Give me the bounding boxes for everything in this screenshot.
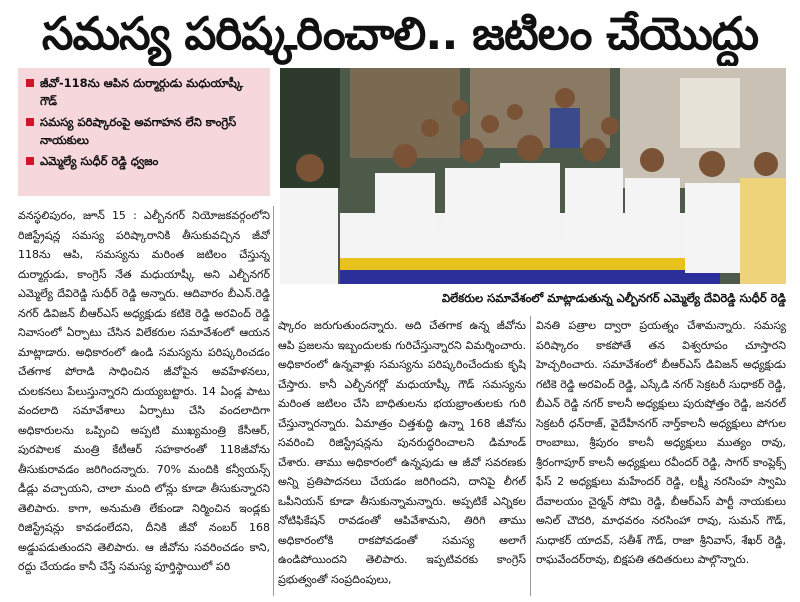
article-text: వనస్థలిపురం, జూన్ 15 : ఎల్బీనగర్ నియోజకవర్గంలోని రిజిస్ట్రేషన్ల సమస్య పరిష్కారానికి తీసుకువచ్చిన జీవో 118ను ఆపి, సమస్యను మరింత జటిలం చేస్తున్న దుర్మార్గుడు, కాంగ్రెస్ నేత మధుయాష్కీ అని ఎల్బీనగర్ ఎమ్మెల్యే దేవిరెడ్డి సుధీర్ రెడ్డి అన్నారు. ఆదివారం బీఎన్.రెడ్డి నగర్ డివిజన్ బీఆర్ఎస్ అధ్యక్షుడు కటికె రెడ్డి అరవింద్ రెడ్డి నివాసంలో ఏర్పాటు చేసిన విలేకరుల సమావేశంలో ఆయన మాట్లాడారు. అధికారంలో ఉండి సమస్యను పరిష్కరించడం చేతగాక పోరాడి సాధించిన జీవోపైన అవహేళనలు, చులకనలు పేలుస్తున్నారని దుయ్యబట్టారు. 14 ఏండ్ల పాటు వందలాది సమావేశాలు ఏర్పాటు చేసి వందలాదిగా అధికారులను ఒప్పించి అప్పటి ముఖ్యమంత్రి కేసీఆర్, పురపాలక మంత్రి కేటీఆర్ సహకారంతో 118జీవోను తీసుకురావడం జరిగిందన్నారు. 70% మందికి కన్వీయన్స్ డీడ్లు వచ్చాయని, చాలా మంది లోన్లు కూడా తీసుకున్నారని తెలిపారు. కాగా, అనుమతి లేకుండా నిర్మించిన ఇండ్లకు రిజిస్ట్రేషన్లు కావడంలేదని, దీనికి జీవో నంబర్ 168 అడ్డుపడుతుందని తెలిపారు. ఆ జీవోను సవరించడం కాని, రద్దు చేయడం కానీ చేస్తే సమస్య పూర్తిస్థాయిలో పరి <box>18 209 270 573</box>
article-text: వినతి పత్రాల ద్వారా ప్రయత్నం చేశామన్నారు. సమస్య పరిష్కారం కాకపోతే తన విశ్వరూపం చూస్తారని హెచ్చరించారు. సమావేశంలో బీఆర్ఎస్ డివిజన్ అధ్యక్షుడు గటికె రెడ్డి అరవింద్ రెడ్డి, ఎస్కేడి నగర్ సెక్రటరీ సుధాకర్ రెడ్డి, బీఎన్ రెడ్డి నగర్ కాలనీ అధ్యక్షులు పురుషోత్తం రెడ్డి, జనరల్ సెక్రటరీ ధన్‌రాజ్, వైదేహీనగర్ నార్త్‌కాలనీ అధ్యక్షులు పోగుల రాంబాబు, శ్రీపురం కాలనీ అధ్యక్షులు ముత్యం రావు, శ్రీరంగాపూర్ కాలనీ అధ్యక్షులు రవీందర్ రెడ్డి, సాగర్ కాంప్లెక్స్ ఫేస్ 2 అధ్యక్షులు మహేందర్ రెడ్డి, లక్ష్మీ నరసింహ స్వామి దేవాలయం చైర్మన్ సోమి రెడ్డి, బీఆర్ఎస్ పార్టీ నాయకులు అనిల్ చౌదరి, మాధవరం నరసింహా రావు, సుమన్ గౌడ్, సుధాకర్ యాదవ్, సతీశ్ గౌడ్, రాజా శ్రీనివాస్, శేఖర్ రెడ్డి, రాఘవేందర్‌రావు, బిక్షపతి తదితరులు పాల్గొన్నారు. <box>536 319 786 566</box>
column-divider <box>530 316 531 596</box>
highlight-text: ఎమ్మెల్యే సుధీర్ రెడ్డి ధ్వజం <box>40 154 159 168</box>
article-text: ష్కారం జరుగుతుందన్నారు. అది చేతగాక ఉన్న జీవోను ఆపి ప్రజలను ఇబ్బందులకు గురిచేస్తున్నారని విమర్శించారు. అధికారంలో ఉన్నవాళ్లు సమస్యను పరిష్కరించేందుకు కృషి చేస్తారు. కానీ ఎల్బీనగర్లో మధుయాష్కీ గౌడ్ సమస్యను మరింత జటిలం చేసి బాధితులను భయభ్రాంతులకు గురి చేస్తున్నారన్నారు. ఏమాత్రం చిత్తశుద్ధి ఉన్నా 168 జీవోను సవరించి రిజిస్ట్రేషన్లను పునరుద్ధరించాలని డిమాండ్ చేశారు. తాము అధికారంలో ఉన్నపుడు ఆ జీవో సవరణకు అన్ని ప్రతిపాదనలు చేయడం జరిగిందని, దానిపై లీగల్ ఒపీనియన్ కూడా తీసుకున్నామన్నారు. అప్పటికే ఎన్నికల నోటిఫికేషన్ రావడంతో ఆపివేశామని, తిరిగి తాము అధికారంలోకి రాకపోవడంతో సమస్య అలాగే ఉండిపోయిందని తెలిపారు. ఇప్పటివరకు కాంగ్రెస్ ప్రభుత్వంతో సంప్రదింపులు, <box>278 319 526 586</box>
highlight-text: జీవో-118ను ఆపిన దుర్మార్గుడు మధుయాష్కీ గౌడ్ <box>40 76 243 108</box>
highlight-item <box>26 152 262 170</box>
highlight-box <box>18 68 270 196</box>
article-column-2 <box>278 316 526 598</box>
headline: సమస్య పరిష్కరించాలి.. జటిలం చేయొద్దు <box>41 7 759 60</box>
press-meet-photo <box>280 68 786 284</box>
highlight-text: సమస్య పరిష్కారంపై అవగాహన లేని కాంగ్రెస్ నాయకులు <box>40 115 237 147</box>
highlight-item <box>26 74 262 110</box>
article-column-1 <box>18 206 270 598</box>
red-square-bullet-icon <box>26 79 34 87</box>
column-divider <box>273 206 274 596</box>
article-column-3 <box>536 316 786 598</box>
photo-illustration <box>280 68 786 284</box>
photo-caption: విలేకరుల సమావేశంలో మాట్లాడుతున్న ఎల్బీనగర్ ఎమ్మెల్యే దేవిరెడ్డి సుధీర్ రెడ్డి <box>441 291 786 305</box>
red-square-bullet-icon <box>26 118 34 126</box>
red-square-bullet-icon <box>26 157 34 165</box>
highlight-item <box>26 113 262 149</box>
